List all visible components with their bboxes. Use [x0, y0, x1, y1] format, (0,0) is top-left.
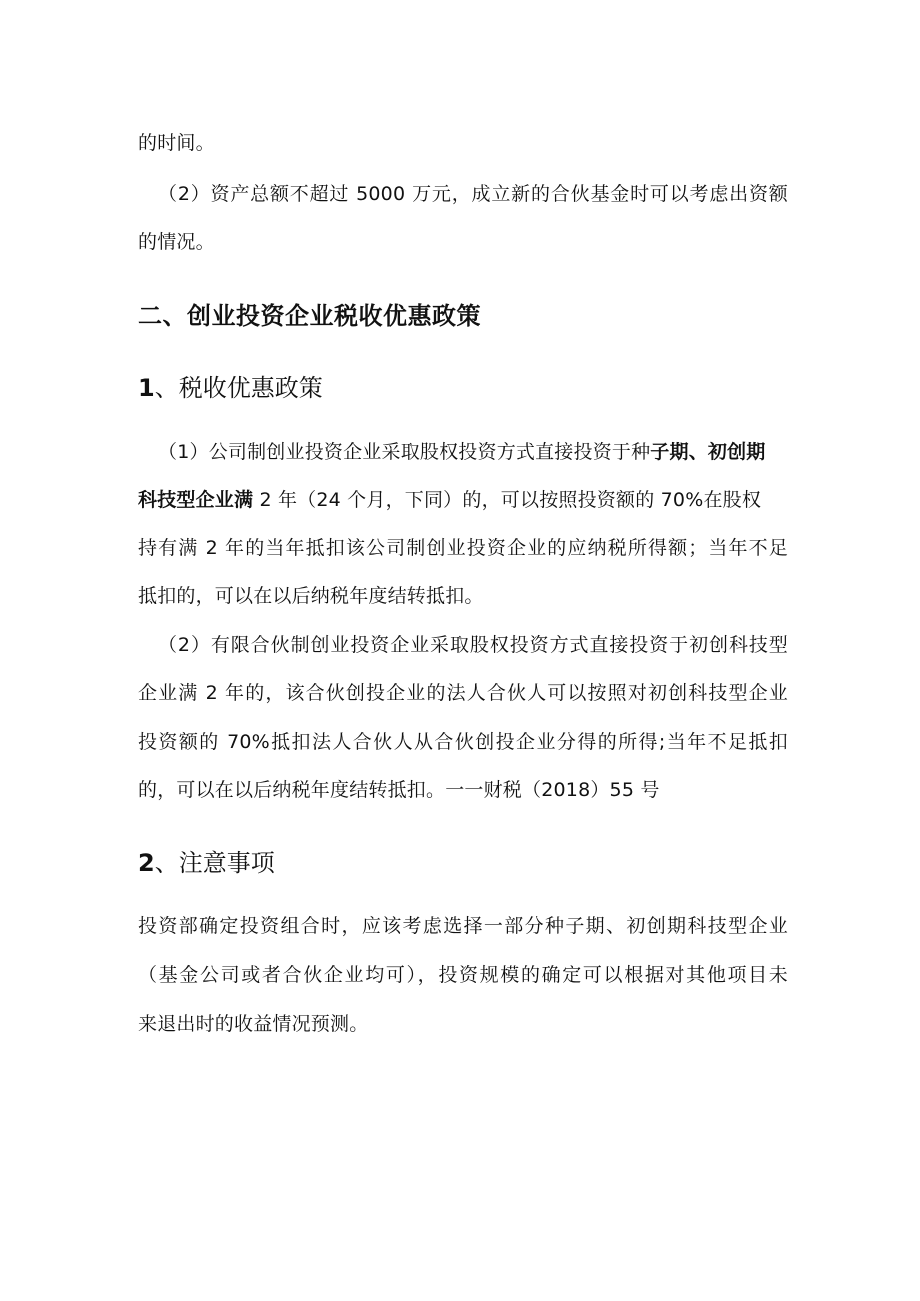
paragraph-line: 的时间。 [138, 132, 215, 154]
subsection-number: 1 [138, 374, 155, 402]
paragraph-line: 投资部确定投资组合时，应该考虑选择一部分种子期、初创期科技型企业 [138, 915, 788, 937]
paragraph-line: 的，可以在以后纳税年度结转抵扣。一一财税（2018）55 号 [138, 779, 660, 801]
paragraph-line: 抵扣的，可以在以后纳税年度结转抵扣。 [138, 585, 484, 607]
paragraph-line: 企业满 2 年的，该合伙创投企业的法人合伙人可以按照对初创科技型企业 [138, 682, 788, 704]
bold-text-run: 科技型企业满 [138, 489, 254, 511]
subsection-heading-1 [138, 373, 323, 403]
paragraph-line: （基金公司或者合伙企业均可），投资规模的确定可以根据对其他项目未 [138, 964, 788, 986]
paragraph-line: （2）有限合伙制创业投资企业采取股权投资方式直接投资于初创科技型 [158, 634, 788, 656]
paragraph-line: （2）资产总额不超过 5000 万元，成立新的合伙基金时可以考虑出资额 [158, 183, 788, 205]
paragraph-line: 持有满 2 年的当年抵扣该公司制创业投资企业的应纳税所得额；当年不足 [138, 537, 788, 559]
paragraph-line [138, 487, 788, 513]
subsection-number: 2 [138, 849, 155, 877]
text-run: 2 年（24 个月，下同）的，可以按照投资额的 70%在股权 [253, 489, 762, 511]
paragraph-line: 投资额的 70%抵扣法人合伙人从合伙创投企业分得的所得;当年不足抵扣 [138, 731, 788, 753]
paragraph-line: 来退出时的收益情况预测。 [138, 1013, 369, 1035]
paragraph-line [158, 439, 788, 465]
section-heading: 二、创业投资企业税收优惠政策 [138, 302, 481, 330]
subsection-title: 、注意事项 [154, 849, 275, 877]
subsection-title: 、税收优惠政策 [154, 374, 323, 402]
text-run: （1）公司制创业投资企业采取股权投资方式直接投资于种 [158, 441, 651, 463]
paragraph-line: 的情况。 [138, 231, 215, 253]
subsection-heading-2 [138, 848, 275, 878]
bold-text-run: 子期、初创期 [650, 441, 766, 463]
